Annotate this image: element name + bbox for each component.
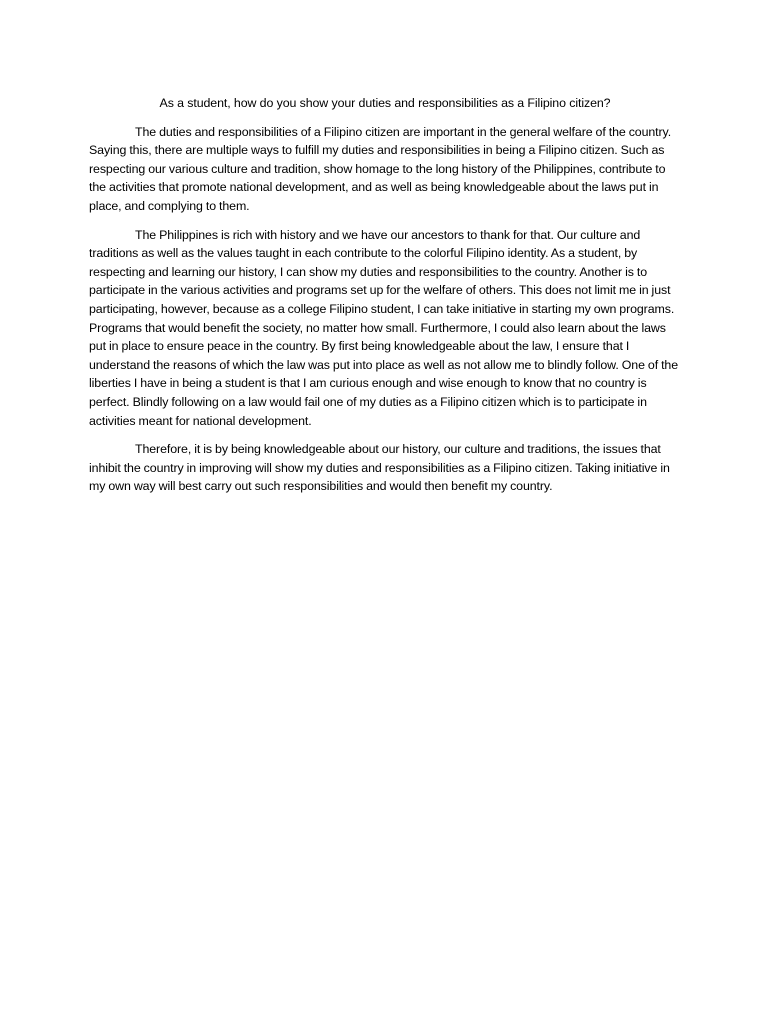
paragraph-2: The Philippines is rich with history and we have our ancestors to thank for that. Our culture and traditions as well as the values taught in each contribute to the colorful Filipino identity. As a student, by respecting and learning our history, I can show my duties and responsibilities to the country. Another is to participate in the various activities and programs set up for the welfare of others. This does not limit me in just participating, however, because as a college Filipino student, I can take initiative in starting my own programs. Programs that would benefit the society, no matter how small. Furthermore, I could also learn about the laws put in place to ensure peace in the country. By first being knowledgeable about the law, I ensure that I understand the reasons of which the law was put into place as well as not allow me to blindly follow. One of the liberties I have in being a student is that I am curious enough and wise enough to know that no country is perfect. Blindly following on a law would fail one of my duties as a Filipino citizen which is to participate in activities meant for national development. (89, 227, 678, 428)
paragraph-1: The duties and responsibilities of a Filipino citizen are important in the general welfare of the country. Saying this, there are multiple ways to fulfill my duties and responsibilities in being a Filipino citizen. Such as respecting our various culture and tradition, show homage to the long history of the Philippines, contribute to the activities that promote national development, and as well as being knowledgeable about the laws put in place, and complying to them. (89, 124, 672, 213)
paragraph-3: Therefore, it is by being knowledgeable about our history, our culture and traditions, the issues that inhibit the country in improving will show my duties and responsibilities as a Filipino citizen. Taking initiative in my own way will best carry out such responsibilities and would then benefit my country. (89, 442, 670, 494)
document-body (89, 94, 681, 506)
essay-question: As a student, how do you show your duties and responsibilities as a Filipino citizen? (159, 96, 611, 110)
